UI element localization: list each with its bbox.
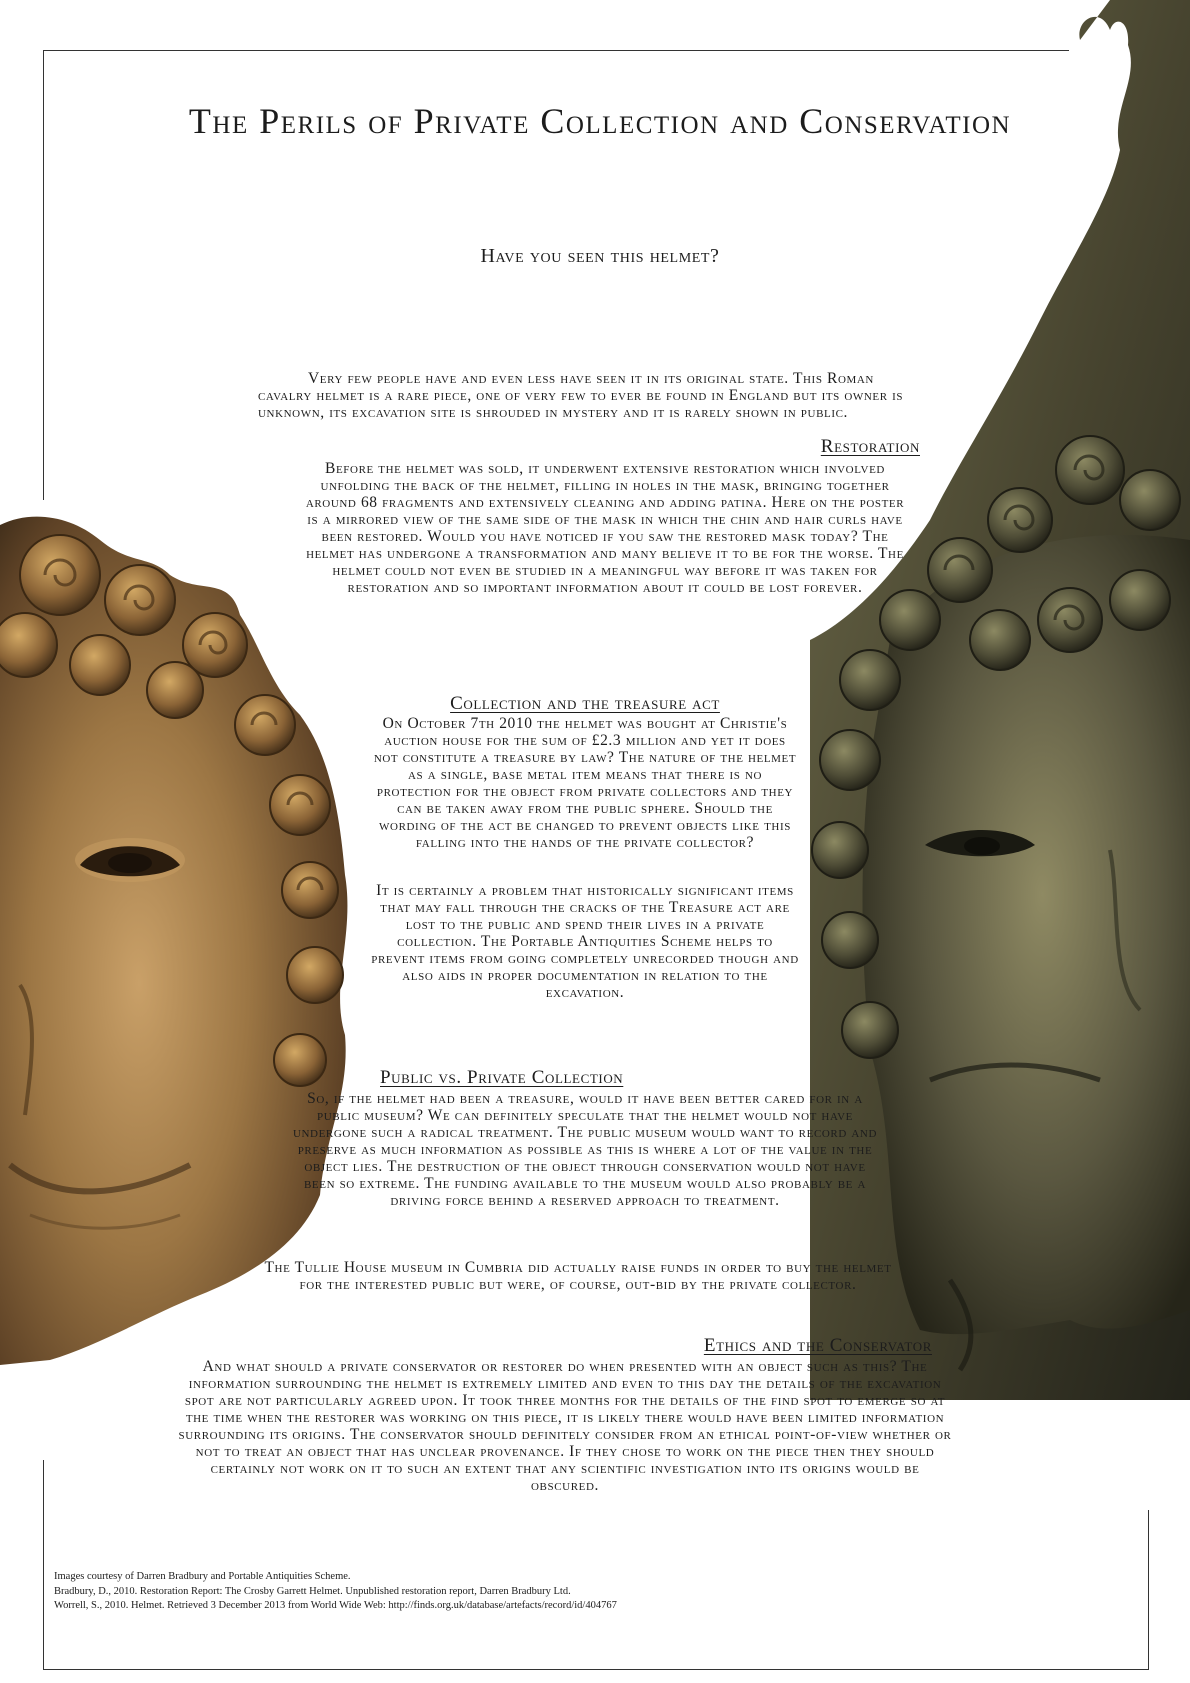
frame-right-line [1148,1510,1149,1670]
ethics-body: And what should a private conservator or restorer do when presented with an object such as this? The information surrounding the helmet is extremely limited and even to this day the details of the excavation spot are not particularly agreed upon. It took three months for the details of the find spot to emerge so at the time when the restorer was working on this piece, it is likely there would have been limited information surrounding its origins. The conservator should definitely consider from an ethical point-of-view whether or not to treat an object that has unclear provenance. If they chose to work on the piece then they should certainly not work on it to such an extent that any scientific investigation into its origins would be obscured. [178,1358,952,1494]
page-title: The Perils of Private Collection and Conservation [188,101,1012,141]
references [54,1570,954,1614]
public-private-heading: Public vs. Private Collection [380,1067,624,1088]
frame-left-line-lower [43,1460,44,1670]
reference-worrell: Worrell, S., 2010. Helmet. Retrieved 3 December 2013 from World Wide Web: http://finds.org.uk/database/artefacts/record/id/404767 [54,1600,617,1611]
treasure-act-body-1: On October 7th 2010 the helmet was bought at Christie's auction house for the sum of £2.3 million and yet it does not constitute a treasure by law? The nature of the helmet as a single, base metal item means that there is no protection for the object from private collectors and they can be taken away from the public sphere. Should the wording of the act be changed to prevent objects like this falling into the hands of the private collector? [373,715,797,851]
treasure-act-body-2: It is certainly a problem that historically significant items that may fall through the cracks of the Treasure act are lost to the public and spend their lives in a private collection. The Portable Antiquities Scheme helps to prevent items from going completely unrecorded though and also aids in proper documentation in relation to the excavation. [371,882,799,1001]
reference-bradbury: Bradbury, D., 2010. Restoration Report: The Crosby Garrett Helmet. Unpublished restoration report, Darren Bradbury Ltd. [54,1585,571,1597]
treasure-act-heading: Collection and the treasure act [450,693,720,714]
restoration-heading: Restoration [820,436,920,457]
public-private-body-1: So, if the helmet had been a treasure, would it have been better cared for in a public museum? We can definitely speculate that the helmet would not have undergone such a radical treatment. The public museum would want to record and preserve as much information as possible as this is where a lot of the value in the object lies. The destruction of the object through conservation would not have been so extreme. The funding available to the museum would also probably be a driving force behind a reserved approach to treatment. [292,1090,878,1209]
left-helmet-mask-image [0,515,380,1365]
public-private-body-2: The Tullie House museum in Cumbria did actually raise funds in order to buy the helmet for the interested public but were, of course, out-bid by the private collector. [264,1259,892,1293]
restoration-body: Before the helmet was sold, it underwent extensive restoration which involved unfolding the back of the helmet, filling in holes in the mask, bringing together around 68 fragments and extensively cleaning and adding patina. Here on the poster is a mirrored view of the same side of the mask in which the chin and hair curls have been restored. Would you have noticed if you saw the restored mask today? The helmet has undergone a transformation and many believe it to be for the worse. The helmet could not even be studied in a meaningful way before it was taken for restoration and so important information about it could be lost forever. [305,460,905,596]
frame-bottom-line [43,1669,1148,1670]
intro-paragraph: Very few people have and even less have seen it in its original state. This Roman cavalry helmet is a rare piece, one of very few to ever be found in England but its owner is unknown, its excavation site is shrouded in mystery and it is rarely shown in public. [258,370,904,421]
page-subtitle: Have you seen this helmet? [480,245,720,267]
frame-left-line [43,50,44,500]
ethics-heading: Ethics and the Conservator [703,1335,932,1356]
reference-images-credit: Images courtesy of Darren Bradbury and Portable Antiquities Scheme. [54,1571,351,1582]
